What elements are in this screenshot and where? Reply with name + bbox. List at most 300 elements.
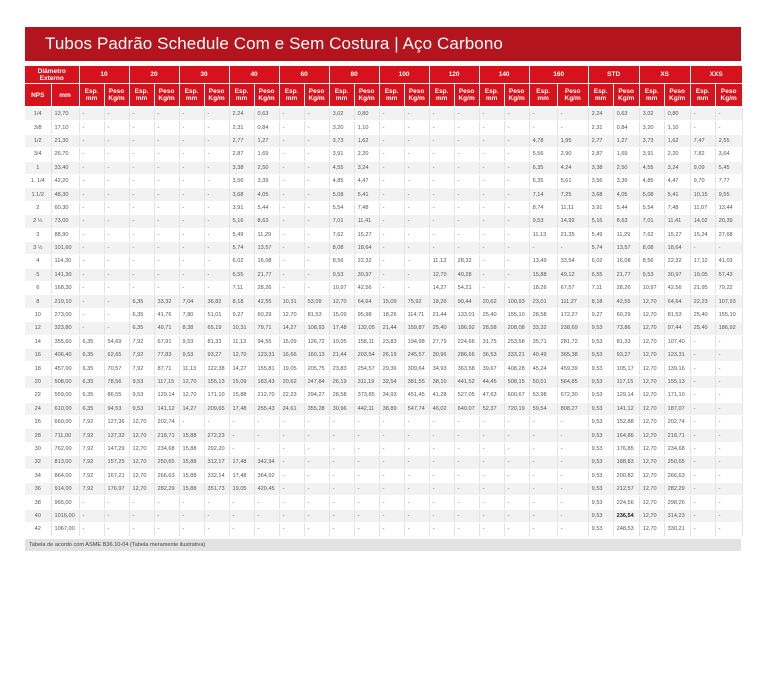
nps-cell: 3/4 xyxy=(25,148,51,161)
table-cell: - xyxy=(154,107,179,121)
table-cell: - xyxy=(104,215,129,228)
table-cell: - xyxy=(154,174,179,187)
spec-sheet xyxy=(25,27,741,551)
table-cell: - xyxy=(304,174,329,187)
table-cell: 60,29 xyxy=(613,308,639,321)
table-cell: 6,35 xyxy=(79,389,104,402)
table-cell: - xyxy=(104,509,129,522)
table-cell: - xyxy=(79,509,104,522)
esp-mm-header: Esp. mm xyxy=(279,84,304,108)
table-cell: - xyxy=(404,509,429,522)
table-cell: - xyxy=(79,322,104,335)
table-row xyxy=(25,161,742,174)
table-cell: 12,70 xyxy=(639,402,664,415)
table-cell: 9,53 xyxy=(588,442,613,455)
table-cell: 12,70 xyxy=(179,375,204,388)
table-cell: 5,49 xyxy=(588,228,613,241)
table-cell: 155,10 xyxy=(504,308,529,321)
table-cell: 5,54 xyxy=(639,201,664,214)
table-cell: - xyxy=(429,215,454,228)
table-cell: - xyxy=(254,429,279,442)
table-cell: 53,98 xyxy=(529,389,557,402)
table-cell: - xyxy=(479,469,504,482)
table-cell: 25,40 xyxy=(429,322,454,335)
table-cell: 25,40 xyxy=(690,322,715,335)
table-cell: 12,70 xyxy=(639,429,664,442)
table-cell: - xyxy=(329,482,354,495)
table-cell: 90,44 xyxy=(454,295,479,308)
table-cell: 12,70 xyxy=(179,389,204,402)
table-cell: - xyxy=(104,107,129,121)
table-cell: - xyxy=(504,429,529,442)
table-cell: - xyxy=(479,174,504,187)
table-cell: 254,57 xyxy=(354,362,379,375)
table-cell: - xyxy=(79,282,104,295)
table-cell: 186,92 xyxy=(715,322,742,335)
peso-kgm-header: Peso Kg/m xyxy=(404,84,429,108)
table-cell: 2,20 xyxy=(664,148,690,161)
table-cell: 36,53 xyxy=(479,349,504,362)
table-cell: 9,53 xyxy=(588,509,613,522)
table-row xyxy=(25,188,742,201)
table-cell: 6,35 xyxy=(129,295,154,308)
table-cell: 12,70 xyxy=(129,442,154,455)
table-row xyxy=(25,442,742,455)
diameter-header: Diâmetro Externo xyxy=(25,66,79,84)
table-cell: - xyxy=(104,308,129,321)
table-cell: 100,93 xyxy=(504,295,529,308)
table-cell: 22,23 xyxy=(690,295,715,308)
table-cell: 508,15 xyxy=(504,375,529,388)
table-cell: - xyxy=(404,107,429,121)
table-cell: 381,55 xyxy=(404,375,429,388)
table-row xyxy=(25,402,742,415)
schedule-header: 40 xyxy=(229,66,279,84)
table-cell: - xyxy=(129,268,154,281)
table-cell: - xyxy=(204,282,229,295)
table-cell: 15,88 xyxy=(229,389,254,402)
table-cell: - xyxy=(715,349,742,362)
table-cell: 57,43 xyxy=(715,268,742,281)
table-cell: - xyxy=(504,523,529,536)
table-cell: 159,87 xyxy=(404,322,429,335)
diameter-cell: 762,00 xyxy=(51,442,79,455)
table-cell: - xyxy=(204,174,229,187)
table-cell: 294,27 xyxy=(304,389,329,402)
table-cell: 64,64 xyxy=(664,295,690,308)
table-cell: 12,70 xyxy=(639,469,664,482)
table-cell: 78,56 xyxy=(104,375,129,388)
table-cell: 212,70 xyxy=(254,389,279,402)
table-cell: 3,91 xyxy=(588,201,613,214)
nps-cell: 14 xyxy=(25,335,51,348)
table-cell: - xyxy=(279,415,304,428)
table-cell: - xyxy=(479,121,504,134)
table-cell: - xyxy=(404,174,429,187)
table-cell: 5,45 xyxy=(715,161,742,174)
table-cell: 15,88 xyxy=(179,442,204,455)
table-cell: 8,18 xyxy=(588,295,613,308)
table-cell: 10,31 xyxy=(279,295,304,308)
table-cell: 9,53 xyxy=(329,268,354,281)
table-cell: - xyxy=(429,429,454,442)
table-cell: - xyxy=(104,496,129,509)
table-row xyxy=(25,148,742,161)
table-cell: - xyxy=(379,174,404,187)
table-cell: 8,38 xyxy=(179,322,204,335)
esp-mm-header: Esp. mm xyxy=(179,84,204,108)
table-cell: 94,55 xyxy=(254,335,279,348)
table-cell: 187,07 xyxy=(664,402,690,415)
table-cell: 459,39 xyxy=(557,362,588,375)
table-cell: - xyxy=(104,161,129,174)
table-cell: 111,27 xyxy=(557,295,588,308)
table-cell: 87,71 xyxy=(154,362,179,375)
table-cell: - xyxy=(479,415,504,428)
table-cell: 2,31 xyxy=(588,121,613,134)
table-cell: 3,91 xyxy=(229,201,254,214)
schedule-header: 60 xyxy=(279,66,329,84)
table-cell: - xyxy=(404,161,429,174)
table-cell: 373,85 xyxy=(354,389,379,402)
peso-kgm-header: Peso Kg/m xyxy=(204,84,229,108)
peso-kgm-header: Peso Kg/m xyxy=(304,84,329,108)
table-cell: - xyxy=(279,429,304,442)
table-cell: 7,92 xyxy=(79,429,104,442)
table-cell: 28,26 xyxy=(254,282,279,295)
table-cell: - xyxy=(504,241,529,254)
table-cell: 3,73 xyxy=(639,134,664,147)
table-cell: 42,56 xyxy=(354,282,379,295)
table-cell: 21,44 xyxy=(329,349,354,362)
table-cell: 126,72 xyxy=(304,335,329,348)
table-cell: 3,02 xyxy=(639,107,664,121)
table-cell: - xyxy=(329,523,354,536)
table-cell: - xyxy=(279,148,304,161)
table-cell: 42,55 xyxy=(254,295,279,308)
table-cell: 720,19 xyxy=(504,402,529,415)
table-cell: - xyxy=(79,523,104,536)
table-cell: - xyxy=(429,415,454,428)
table-cell: 30,97 xyxy=(354,268,379,281)
table-cell: - xyxy=(690,121,715,134)
table-cell: - xyxy=(690,241,715,254)
table-cell: 266,63 xyxy=(664,469,690,482)
table-cell: 123,31 xyxy=(664,349,690,362)
table-cell: - xyxy=(204,523,229,536)
schedule-header: 30 xyxy=(179,66,229,84)
nps-cell: 1.1/2 xyxy=(25,188,51,201)
table-cell: 14,27 xyxy=(179,402,204,415)
table-cell: - xyxy=(479,161,504,174)
table-row xyxy=(25,362,742,375)
table-cell: 28,58 xyxy=(529,308,557,321)
nps-cell: 3/8 xyxy=(25,121,51,134)
diameter-cell: 864,00 xyxy=(51,469,79,482)
table-cell: - xyxy=(154,255,179,268)
table-cell: 28,26 xyxy=(613,282,639,295)
table-cell: - xyxy=(279,523,304,536)
table-cell: 209,65 xyxy=(204,402,229,415)
table-cell: 3,38 xyxy=(588,161,613,174)
table-cell: - xyxy=(454,509,479,522)
table-cell: 14,27 xyxy=(279,322,304,335)
table-cell: 12,70 xyxy=(229,349,254,362)
table-cell: 27,79 xyxy=(429,335,454,348)
table-cell: - xyxy=(454,174,479,187)
table-cell: 11,41 xyxy=(664,215,690,228)
table-cell: 23,83 xyxy=(329,362,354,375)
table-cell: 5,08 xyxy=(329,188,354,201)
esp-mm-header: Esp. mm xyxy=(329,84,354,108)
table-cell: 6,35 xyxy=(79,335,104,348)
table-cell: - xyxy=(304,482,329,495)
table-cell: 16,66 xyxy=(279,349,304,362)
table-cell: 26,19 xyxy=(329,375,354,388)
table-cell: - xyxy=(479,134,504,147)
diameter-cell: 559,00 xyxy=(51,389,79,402)
table-cell: 30,97 xyxy=(664,268,690,281)
table-cell: - xyxy=(79,241,104,254)
table-cell: 2,77 xyxy=(229,134,254,147)
table-cell: - xyxy=(479,523,504,536)
table-cell: - xyxy=(179,188,204,201)
table-cell: 311,19 xyxy=(354,375,379,388)
table-row xyxy=(25,255,742,268)
table-cell: 3,20 xyxy=(329,121,354,134)
table-cell: - xyxy=(479,215,504,228)
table-cell: - xyxy=(354,415,379,428)
table-cell: 123,31 xyxy=(254,349,279,362)
nps-cell: 4 xyxy=(25,255,51,268)
table-cell: 31,75 xyxy=(479,335,504,348)
table-cell: 44,45 xyxy=(479,375,504,388)
table-cell: 1,69 xyxy=(613,148,639,161)
table-cell: 7,92 xyxy=(79,456,104,469)
table-cell: - xyxy=(379,161,404,174)
table-cell: 14,27 xyxy=(229,362,254,375)
table-cell: - xyxy=(404,282,429,295)
schedule-header: 100 xyxy=(379,66,429,84)
diameter-cell: 355,60 xyxy=(51,335,79,348)
table-row xyxy=(25,335,742,348)
table-cell: 12,70 xyxy=(639,349,664,362)
table-cell: 20,62 xyxy=(279,375,304,388)
table-cell: - xyxy=(304,188,329,201)
table-cell: - xyxy=(715,442,742,455)
table-cell: - xyxy=(715,335,742,348)
table-cell: - xyxy=(279,215,304,228)
table-cell: 12,70 xyxy=(129,415,154,428)
table-cell: - xyxy=(454,228,479,241)
table-row xyxy=(25,389,742,402)
table-cell: 13,49 xyxy=(529,255,557,268)
table-cell: 188,83 xyxy=(613,456,639,469)
diameter-cell: 457,00 xyxy=(51,362,79,375)
table-cell: 12,70 xyxy=(129,429,154,442)
table-cell: 11,13 xyxy=(429,255,454,268)
table-cell: 65,19 xyxy=(204,322,229,335)
table-cell: 9,53 xyxy=(588,335,613,348)
table-cell: - xyxy=(329,496,354,509)
table-cell: 12,70 xyxy=(129,456,154,469)
table-cell: 17,48 xyxy=(229,456,254,469)
table-cell: 38,10 xyxy=(429,375,454,388)
table-cell: - xyxy=(279,107,304,121)
table-cell: 22,23 xyxy=(279,389,304,402)
table-cell: - xyxy=(557,107,588,121)
table-cell: - xyxy=(715,456,742,469)
table-cell: 5,54 xyxy=(329,201,354,214)
table-cell: 12,70 xyxy=(639,496,664,509)
table-cell: 9,53 xyxy=(179,335,204,348)
table-cell: - xyxy=(404,188,429,201)
table-cell: - xyxy=(529,469,557,482)
table-cell: - xyxy=(104,174,129,187)
table-cell: - xyxy=(154,121,179,134)
table-cell: 122,38 xyxy=(204,362,229,375)
table-cell: 26,19 xyxy=(379,349,404,362)
table-cell: 12,70 xyxy=(329,295,354,308)
table-header xyxy=(25,66,742,107)
table-cell: 4,47 xyxy=(664,174,690,187)
table-cell: 34,93 xyxy=(429,362,454,375)
table-cell: - xyxy=(179,268,204,281)
table-cell: 7,01 xyxy=(639,215,664,228)
table-cell: - xyxy=(529,107,557,121)
table-cell: 309,64 xyxy=(404,362,429,375)
table-cell: 330,21 xyxy=(664,523,690,536)
table-cell: 245,57 xyxy=(404,349,429,362)
table-cell: 20,62 xyxy=(479,295,504,308)
table-cell: 155,81 xyxy=(254,362,279,375)
table-cell: - xyxy=(479,509,504,522)
table-cell: - xyxy=(104,255,129,268)
table-cell: - xyxy=(79,134,104,147)
table-cell: - xyxy=(204,134,229,147)
table-cell: 14,92 xyxy=(557,215,588,228)
table-cell: 15,88 xyxy=(179,482,204,495)
table-cell: - xyxy=(104,241,129,254)
table-cell: 164,86 xyxy=(613,429,639,442)
table-cell: - xyxy=(304,107,329,121)
table-cell: 1,95 xyxy=(557,134,588,147)
table-cell: 5,56 xyxy=(529,148,557,161)
diameter-cell: 323,80 xyxy=(51,322,79,335)
nps-cell: 18 xyxy=(25,362,51,375)
diameter-cell: 42,20 xyxy=(51,174,79,187)
table-cell: 8,08 xyxy=(639,241,664,254)
table-cell: - xyxy=(154,509,179,522)
table-cell: 3,39 xyxy=(613,174,639,187)
table-cell: 133,01 xyxy=(454,308,479,321)
table-cell: 6,55 xyxy=(588,268,613,281)
table-cell: - xyxy=(715,415,742,428)
table-cell: 15,24 xyxy=(690,228,715,241)
table-cell: - xyxy=(354,469,379,482)
table-cell: - xyxy=(379,482,404,495)
peso-kgm-header: Peso Kg/m xyxy=(104,84,129,108)
table-row xyxy=(25,121,742,134)
table-cell: - xyxy=(129,241,154,254)
table-cell: - xyxy=(329,469,354,482)
table-cell: 6,35 xyxy=(129,308,154,321)
peso-kgm-header: Peso Kg/m xyxy=(557,84,588,108)
table-row xyxy=(25,282,742,295)
table-cell: - xyxy=(379,188,404,201)
table-cell: - xyxy=(154,188,179,201)
table-cell: 6,02 xyxy=(229,255,254,268)
table-cell: 12,70 xyxy=(639,375,664,388)
table-cell: - xyxy=(229,429,254,442)
table-cell: - xyxy=(404,496,429,509)
table-cell: - xyxy=(104,148,129,161)
table-cell: - xyxy=(354,523,379,536)
table-cell: 8,56 xyxy=(329,255,354,268)
table-cell: - xyxy=(504,282,529,295)
table-cell: 16,08 xyxy=(613,255,639,268)
table-cell: - xyxy=(154,268,179,281)
table-cell: - xyxy=(129,228,154,241)
table-cell: - xyxy=(154,228,179,241)
table-cell: - xyxy=(379,201,404,214)
table-cell: 9,53 xyxy=(588,429,613,442)
table-cell: 9,27 xyxy=(229,308,254,321)
table-cell: 547,74 xyxy=(404,402,429,415)
table-cell: 77,83 xyxy=(154,349,179,362)
nps-cell: 36 xyxy=(25,482,51,495)
table-cell: 105,17 xyxy=(613,362,639,375)
table-cell: 6,35 xyxy=(529,161,557,174)
table-cell: - xyxy=(304,496,329,509)
table-cell: - xyxy=(204,496,229,509)
table-cell: 29,36 xyxy=(379,362,404,375)
table-cell: - xyxy=(529,121,557,134)
page-title: Tubos Padrão Schedule Com e Sem Costura | Aço Carbono xyxy=(45,34,503,53)
table-row xyxy=(25,241,742,254)
table-cell: 155,13 xyxy=(664,375,690,388)
table-cell: - xyxy=(557,509,588,522)
diameter-cell: 168,30 xyxy=(51,282,79,295)
table-cell: 9,53 xyxy=(639,268,664,281)
table-row xyxy=(25,509,742,522)
table-cell: - xyxy=(557,442,588,455)
table-cell: - xyxy=(254,415,279,428)
table-cell: 7,62 xyxy=(639,228,664,241)
table-cell: - xyxy=(379,429,404,442)
table-cell: - xyxy=(429,107,454,121)
table-cell: - xyxy=(715,362,742,375)
table-cell: 30,96 xyxy=(429,349,454,362)
table-cell: 19,05 xyxy=(329,335,354,348)
table-cell: - xyxy=(690,389,715,402)
table-cell: 12,70 xyxy=(129,469,154,482)
table-cell: 6,35 xyxy=(529,174,557,187)
esp-mm-header: Esp. mm xyxy=(229,84,254,108)
table-cell: 18,26 xyxy=(379,308,404,321)
table-cell: 224,56 xyxy=(613,496,639,509)
table-cell: 15,88 xyxy=(179,456,204,469)
table-cell: 2,31 xyxy=(229,121,254,134)
table-cell: 234,68 xyxy=(154,442,179,455)
table-cell: 8,08 xyxy=(329,241,354,254)
table-cell: 139,16 xyxy=(664,362,690,375)
table-cell: - xyxy=(715,482,742,495)
schedule-header: 140 xyxy=(479,66,529,84)
diameter-cell: 914,00 xyxy=(51,482,79,495)
table-cell: - xyxy=(690,349,715,362)
table-cell: 6,35 xyxy=(129,322,154,335)
